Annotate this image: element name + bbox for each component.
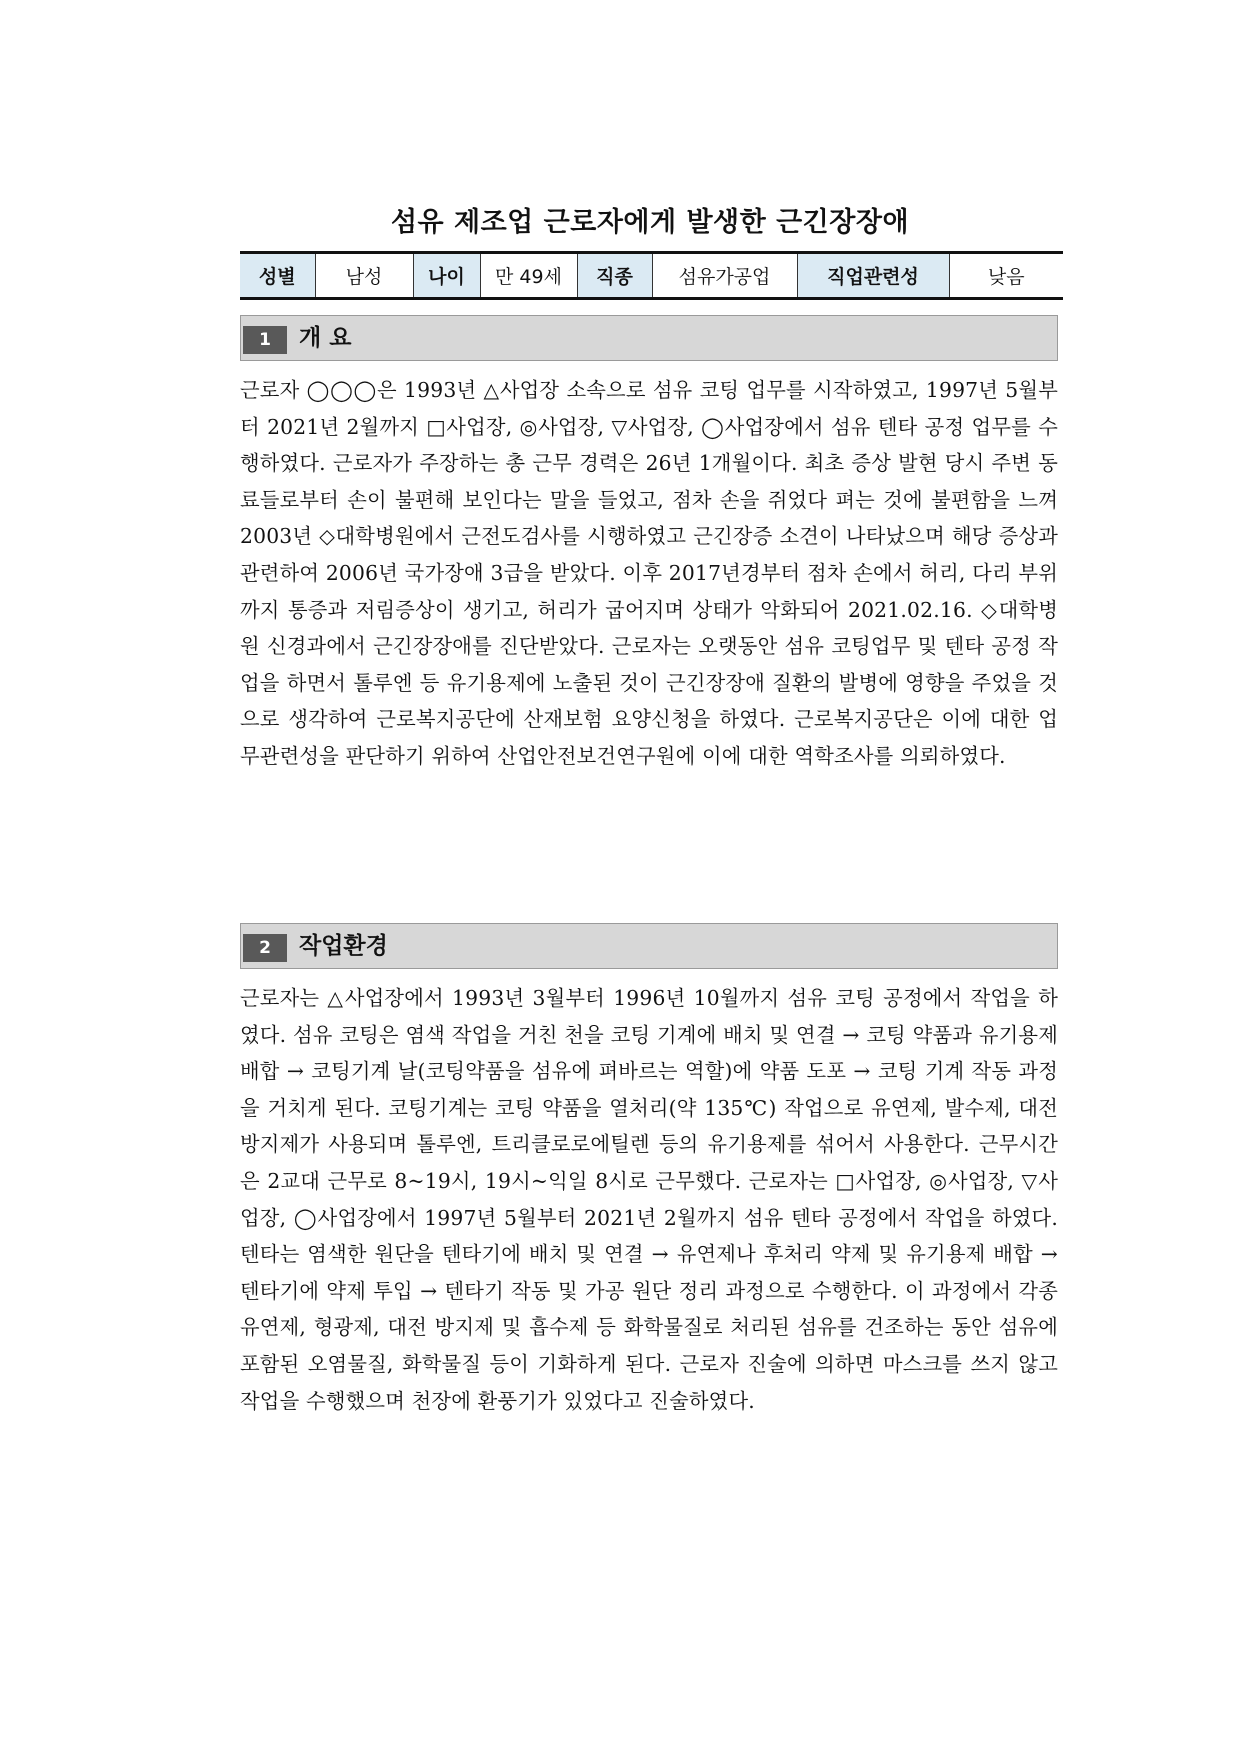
case-info-table bbox=[240, 251, 1063, 300]
section-body-work-environment: 근로자는 △사업장에서 1993년 3월부터 1996년 10월까지 섬유 코팅 공정에서 작업을 하였다. 섬유 코팅은 염색 작업을 거친 천을 코팅 기계에 배치 및 연결 → 코팅 약품과 유기용제 배합 → 코팅기계 날(코팅약품을 섬유에 펴바르는 역할)에 약품 도포 → 코팅 기계 작동 과정을 거치게 된다. 코팅기계는 코팅 약품을 열처리(약 135℃) 작업으로 유연제, 발수제, 대전방지제가 사용되며 톨루엔, 트리클로로에틸렌 등의 유기용제를 섞어서 사용한다. 근무시간은 2교대 근무로 8~19시, 19시~익일 8시로 근무했다. 근로자는 □사업장, ◎사업장, ▽사업장, ◯사업장에서 1997년 5월부터 2021년 2월까지 섬유 텐타 공정에서 작업을 하였다. 텐타는 염색한 원단을 텐타기에 배치 및 연결 → 유연제나 후처리 약제 및 유기용제 배합 → 텐타기에 약제 투입 → 텐타기 작동 및 가공 원단 정리 과정으로 수행한다. 이 과정에서 각종 유연제, 형광제, 대전 방지제 및 흡수제 등 화학물질로 처리된 섬유를 건조하는 동안 섬유에 포함된 오염물질, 화학물질 등이 기화하게 된다. 근로자 진술에 의하면 마스크를 쓰지 않고 작업을 수행했으며 천장에 환풍기가 있었다고 진술하였다. bbox=[240, 986, 1058, 1413]
job-value: 섬유가공업 bbox=[652, 253, 797, 299]
section-header-overview bbox=[240, 315, 1058, 361]
section-body-overview: 근로자 ◯◯◯은 1993년 △사업장 소속으로 섬유 코팅 업무를 시작하였고, 1997년 5월부터 2021년 2월까지 □사업장, ◎사업장, ▽사업장, ◯사업장에서 섬유 텐타 공정 업무를 수행하였다. 근로자가 주장하는 총 근무 경력은 26년 1개월이다. 최초 증상 발현 당시 주변 동료들로부터 손이 불편해 보인다는 말을 들었고, 점차 손을 쥐었다 펴는 것에 불편함을 느껴 2003년 ◇대학병원에서 근전도검사를 시행하였고 근긴장증 소견이 나타났으며 해당 증상과 관련하여 2006년 국가장애 3급을 받았다. 이후 2017년경부터 점차 손에서 허리, 다리 부위까지 통증과 저림증상이 생기고, 허리가 굽어지며 상태가 악화되어 2021.02.16. ◇대학병원 신경과에서 근긴장장애를 진단받았다. 근로자는 오랫동안 섬유 코팅업무 및 텐타 공정 작업을 하면서 톨루엔 등 유기용제에 노출된 것이 근긴장장애 질환의 발병에 영향을 주었을 것으로 생각하여 근로복지공단에 산재보험 요양신청을 하였다. 근로복지공단은 이에 대한 업무관련성을 판단하기 위하여 산업안전보건연구원에 이에 대한 역학조사를 의뢰하였다. bbox=[240, 378, 1058, 768]
relevance-value: 낮음 bbox=[949, 253, 1063, 299]
age-value: 만 49세 bbox=[480, 253, 577, 299]
relevance-label: 직업관련성 bbox=[797, 253, 949, 299]
sex-value: 남성 bbox=[315, 253, 413, 299]
age-label: 나이 bbox=[413, 253, 480, 299]
job-label: 직종 bbox=[577, 253, 652, 299]
section-header-work-environment bbox=[240, 923, 1058, 969]
section-number: 2 bbox=[243, 934, 287, 962]
section-number: 1 bbox=[243, 326, 287, 354]
sex-label: 성별 bbox=[240, 253, 315, 299]
document-title: 섬유 제조업 근로자에게 발생한 근긴장장애 bbox=[390, 207, 910, 238]
section-title: 개 요 bbox=[299, 325, 352, 351]
section-title: 작업환경 bbox=[299, 933, 388, 959]
